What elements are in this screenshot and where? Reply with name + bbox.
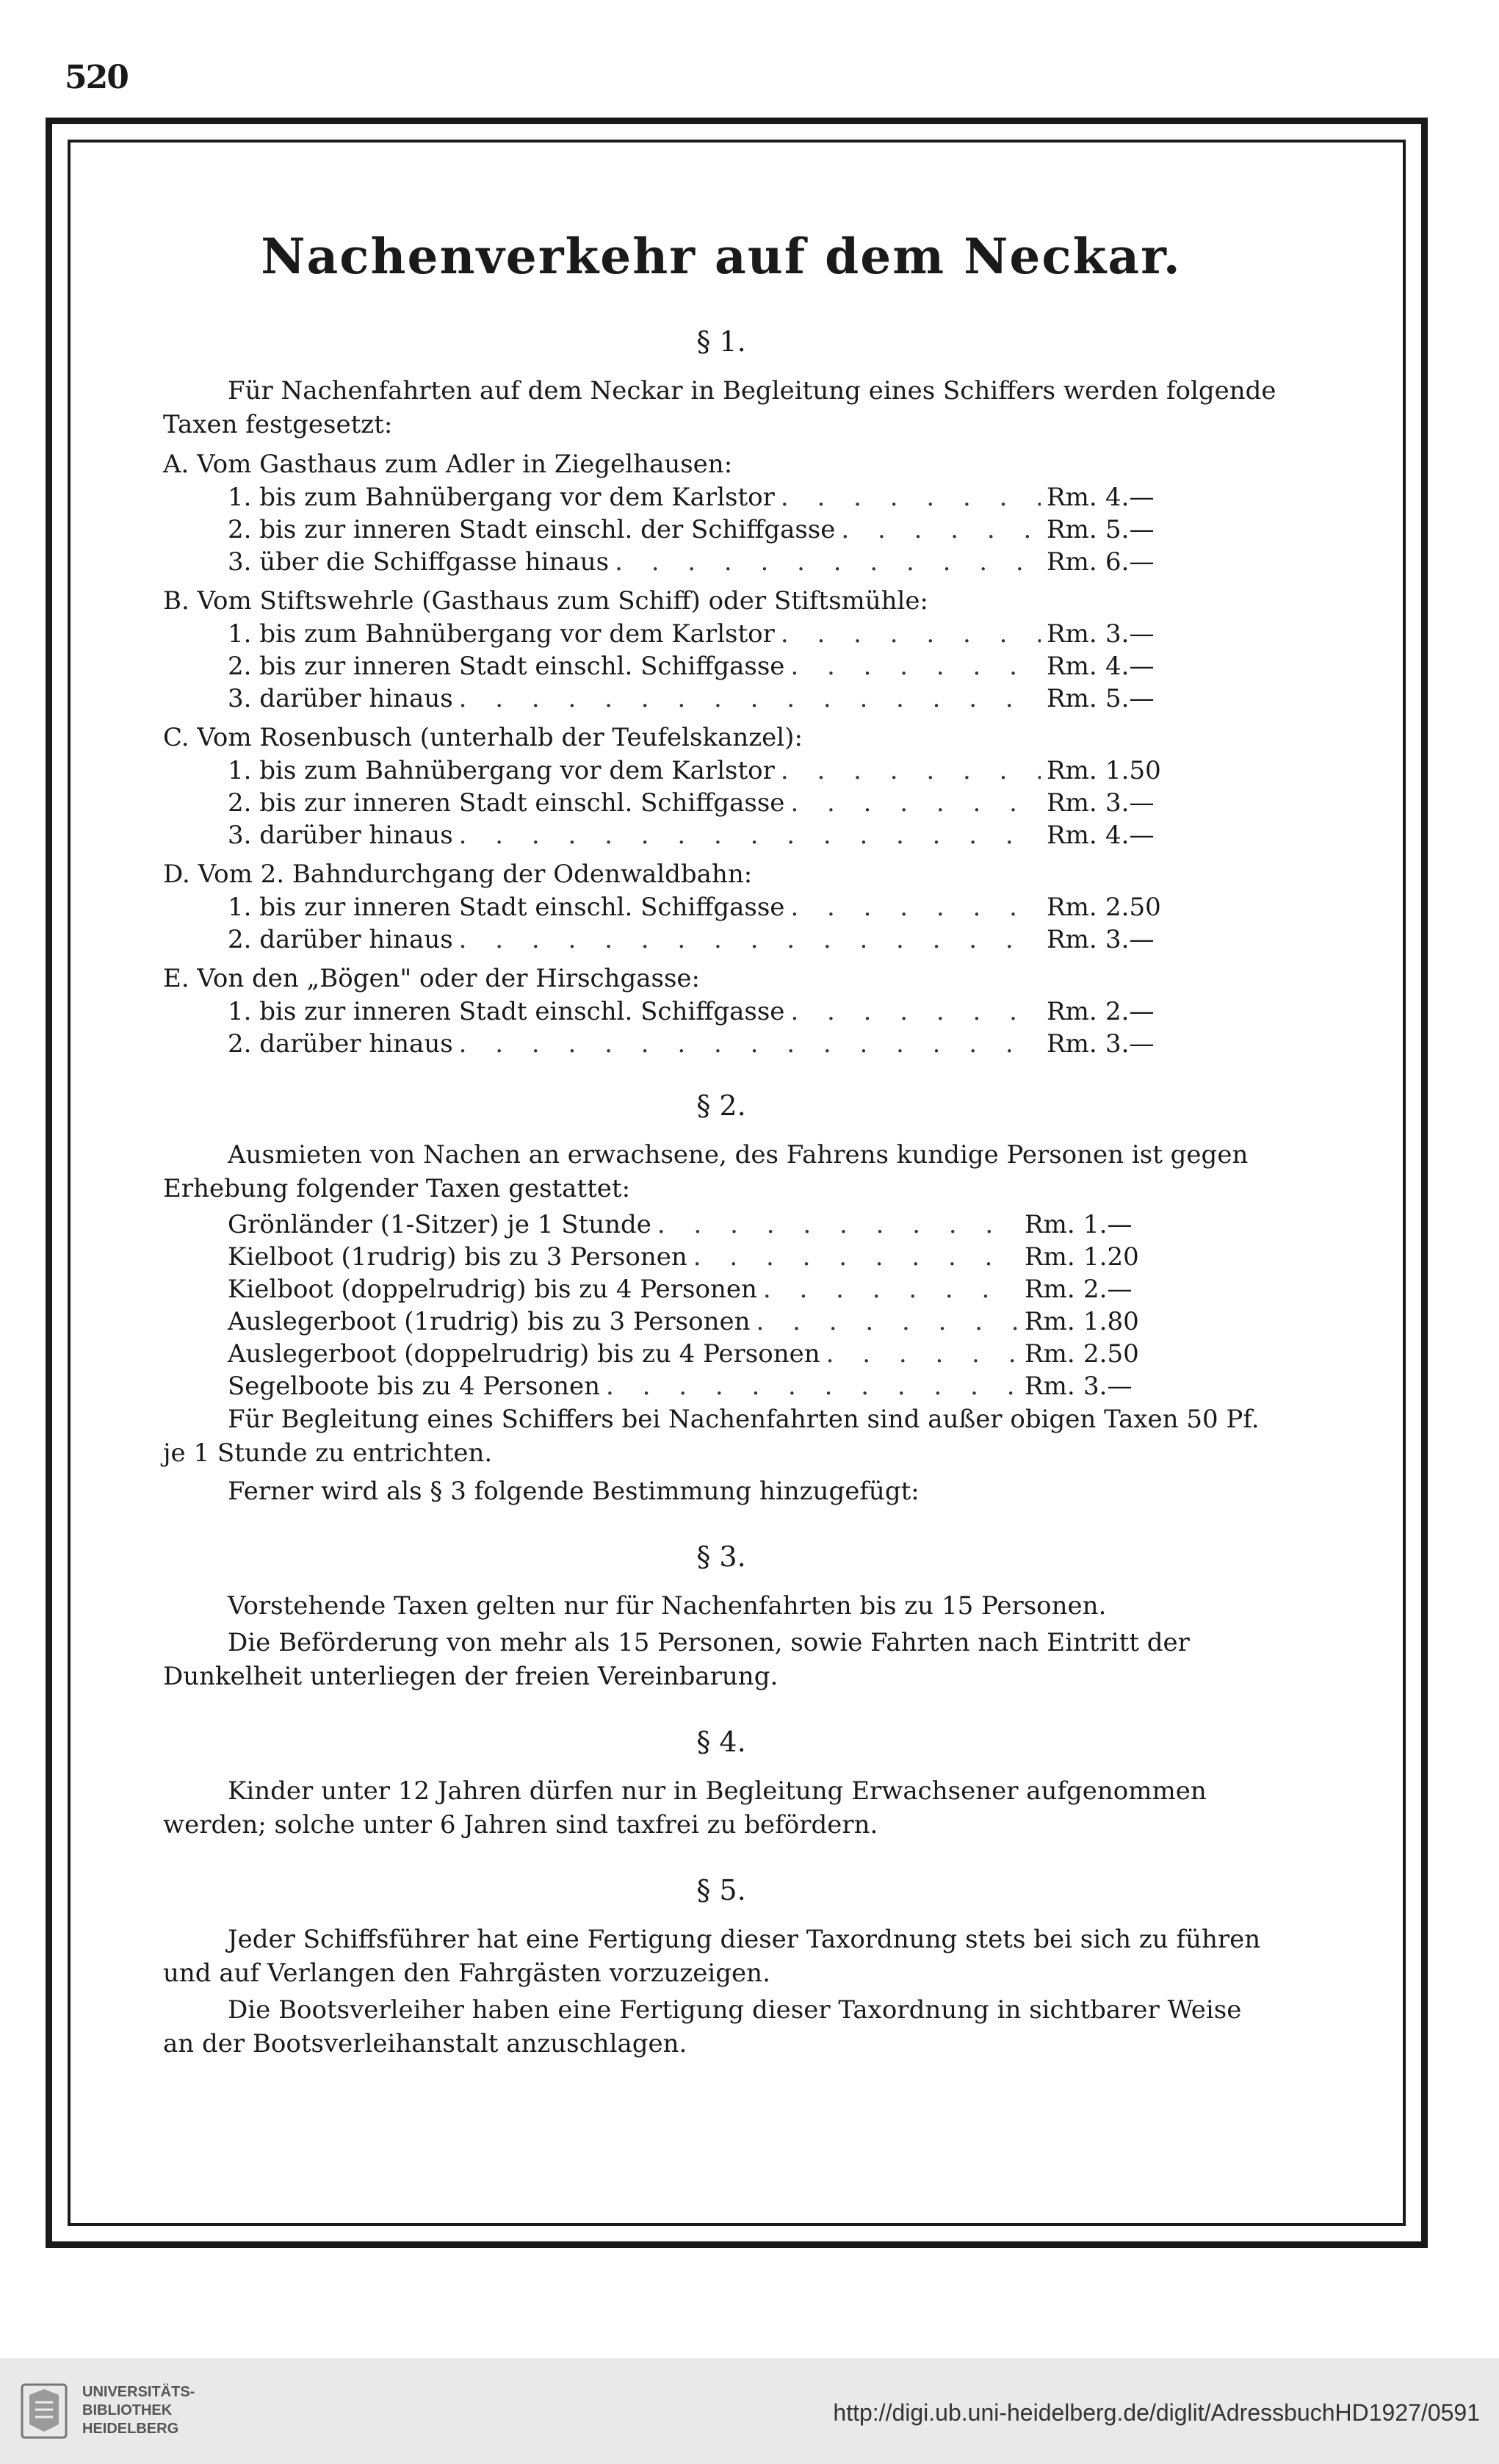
- tariff-row: [228, 1208, 1153, 1241]
- tariff-amount: 3.—: [1105, 619, 1155, 649]
- leader-dots: [826, 1338, 1019, 1370]
- tariff-row: [228, 1241, 1153, 1273]
- section-5: [163, 1874, 1279, 2061]
- leader-dots: [693, 1241, 1019, 1273]
- tariff-row: [228, 923, 1175, 956]
- tariff-row: [228, 546, 1175, 578]
- logo-line: UNIVERSITÄTS-: [82, 2384, 195, 2400]
- tariff-row: [228, 650, 1175, 682]
- tariff-label: Kielboot (doppelrudrig) bis zu 4 Personen: [228, 1275, 757, 1304]
- section-intro: Ausmieten von Nachen an erwachsene, des Fahrens kundige Personen ist gegen Erhebung folgender Taxen gestattet:: [163, 1140, 1249, 1203]
- tariff-row: [228, 618, 1175, 650]
- section-1: [163, 325, 1279, 1060]
- section-3: [163, 1541, 1279, 1693]
- tariff-groups: [163, 447, 1279, 1060]
- section-heading: § 4.: [696, 1726, 746, 1758]
- tariff-label: 2. bis zur inneren Stadt einschl. Schiffgasse: [228, 652, 785, 681]
- tariff-label: 2. darüber hinaus: [228, 925, 453, 954]
- currency: Rm.: [1047, 684, 1097, 713]
- tariff-group-title: D. Vom 2. Bahndurchgang der Odenwaldbahn:: [163, 860, 753, 889]
- currency: Rm.: [1047, 788, 1097, 818]
- currency: Rm.: [1047, 997, 1097, 1026]
- paragraph: Die Bootsverleiher haben eine Fertigung dieser Taxordnung in sichtbarer Weise an der Bootsverleihanstalt anzuschlagen.: [163, 1995, 1242, 2058]
- tariff-amount: 3.—: [1105, 788, 1155, 818]
- currency: Rm.: [1047, 925, 1097, 954]
- tariff-row: [228, 891, 1175, 923]
- leader-dots: [459, 923, 1041, 956]
- tariff-amount: 1.20: [1083, 1242, 1139, 1272]
- tariff-amount: 4.—: [1105, 652, 1155, 681]
- tariff-label: 2. bis zur inneren Stadt einschl. Schiffgasse: [228, 788, 785, 818]
- leader-dots: [790, 995, 1041, 1028]
- section-heading: § 5.: [696, 1874, 746, 1906]
- paragraph: Die Beförderung von mehr als 15 Personen, sowie Fahrten nach Eintritt der Dunkelheit unterliegen der freien Vereinbarung.: [163, 1628, 1190, 1691]
- tariff-label: 3. über die Schiffgasse hinaus: [228, 547, 610, 577]
- tariff-amount: 2.—: [1105, 997, 1155, 1026]
- section-heading: § 2.: [696, 1089, 746, 1122]
- tariff-label: Grönländer (1-Sitzer) je 1 Stunde: [228, 1210, 651, 1239]
- tariff-amount: 3.—: [1105, 925, 1155, 954]
- tariff-amount: 2.—: [1083, 1275, 1133, 1304]
- tariff-group-title: E. Von den „Bögen" oder der Hirschgasse:: [163, 964, 700, 993]
- leader-dots: [790, 891, 1041, 923]
- tariff-row: [228, 995, 1175, 1028]
- leader-dots: [763, 1273, 1019, 1305]
- tariff-amount: 1.80: [1083, 1307, 1139, 1336]
- currency: Rm.: [1047, 652, 1097, 681]
- tariff-label: 1. bis zur inneren Stadt einschl. Schiffgasse: [228, 997, 785, 1026]
- logo-line: HEIDELBERG: [82, 2421, 179, 2437]
- currency: Rm.: [1047, 483, 1097, 512]
- section-heading: § 1.: [696, 325, 746, 358]
- library-logo-text: [82, 2383, 195, 2438]
- logo-line: BIBLIOTHEK: [82, 2402, 173, 2418]
- currency: Rm.: [1047, 1029, 1097, 1059]
- tariff-label: 1. bis zum Bahnübergang vor dem Karlstor: [228, 619, 775, 649]
- tariff-label: 1. bis zum Bahnübergang vor dem Karlstor: [228, 483, 775, 512]
- tariff-amount: 3.—: [1083, 1372, 1133, 1401]
- leader-dots: [781, 618, 1041, 650]
- currency: Rm.: [1025, 1372, 1075, 1401]
- tariff-label: Auslegerboot (1rudrig) bis zu 3 Personen: [228, 1307, 751, 1336]
- tariff-label: Auslegerboot (doppelrudrig) bis zu 4 Personen: [228, 1339, 820, 1369]
- currency: Rm.: [1025, 1275, 1075, 1304]
- paragraph: Ferner wird als § 3 folgende Bestimmung hinzugefügt:: [228, 1477, 920, 1506]
- currency: Rm.: [1047, 893, 1097, 922]
- paragraph: Kinder unter 12 Jahren dürfen nur in Begleitung Erwachsener aufgenommen werden; solche unter 6 Jahren sind taxfrei zu befördern.: [163, 1776, 1207, 1840]
- tariff-amount: 2.50: [1105, 893, 1161, 922]
- currency: Rm.: [1047, 756, 1097, 785]
- tariff-label: 2. darüber hinaus: [228, 1029, 453, 1059]
- tariff-label: 1. bis zur inneren Stadt einschl. Schiffgasse: [228, 893, 785, 922]
- section-4: [163, 1726, 1279, 1842]
- paragraph: Jeder Schiffsführer hat eine Fertigung dieser Taxordnung stets bei sich zu führen und auf Verlangen den Fahrgästen vorzuzeigen.: [163, 1925, 1261, 1988]
- tariff-row: [228, 1338, 1153, 1370]
- tariff-row: [228, 481, 1175, 514]
- currency: Rm.: [1025, 1210, 1075, 1239]
- leader-dots: [790, 787, 1041, 819]
- leader-dots: [459, 1028, 1041, 1060]
- tariff-label: 3. darüber hinaus: [228, 684, 453, 713]
- leader-dots: [615, 546, 1041, 578]
- tariff-amount: 6.—: [1105, 547, 1155, 577]
- currency: Rm.: [1047, 821, 1097, 850]
- tariff-row: [228, 787, 1175, 819]
- tariff-amount: 2.50: [1083, 1339, 1139, 1369]
- tariff-row: [228, 754, 1175, 787]
- leader-dots: [459, 819, 1041, 851]
- rental-tariff-list: [163, 1208, 1279, 1402]
- paragraph: Vorstehende Taxen gelten nur für Nachenfahrten bis zu 15 Personen.: [228, 1591, 1107, 1621]
- tariff-row: [228, 1028, 1175, 1060]
- tariff-amount: 3.—: [1105, 1029, 1155, 1059]
- tariff-amount: 4.—: [1105, 483, 1155, 512]
- currency: Rm.: [1047, 547, 1097, 577]
- tariff-row: [228, 1273, 1153, 1305]
- leader-dots: [781, 481, 1041, 514]
- document-body: [163, 213, 1279, 2064]
- page-number: 520: [65, 59, 128, 96]
- currency: Rm.: [1025, 1242, 1075, 1272]
- paragraph: Für Begleitung eines Schiffers bei Nachenfahrten sind außer obigen Taxen 50 Pf. je 1 Stunde zu entrichten.: [163, 1405, 1260, 1468]
- leader-dots: [657, 1208, 1019, 1241]
- library-logo-icon: [18, 2377, 71, 2445]
- tariff-label: 1. bis zum Bahnübergang vor dem Karlstor: [228, 756, 775, 785]
- tariff-amount: 1.50: [1105, 756, 1161, 785]
- tariff-label: 2. bis zur inneren Stadt einschl. der Schiffgasse: [228, 515, 836, 544]
- tariff-row: [228, 1305, 1153, 1338]
- tariff-group-title: A. Vom Gasthaus zum Adler in Ziegelhausen:: [163, 450, 733, 479]
- tariff-group-title: C. Vom Rosenbusch (unterhalb der Teufelskanzel):: [163, 723, 803, 752]
- section-2: [163, 1089, 1279, 1508]
- tariff-row: [228, 1370, 1153, 1402]
- section-heading: § 3.: [696, 1541, 746, 1573]
- currency: Rm.: [1047, 515, 1097, 544]
- tariff-row: [228, 682, 1175, 715]
- leader-dots: [781, 754, 1041, 787]
- tariff-row: [228, 819, 1175, 851]
- source-url-link[interactable]: http://digi.ub.uni-heidelberg.de/diglit/AdressbuchHD1927/0591: [833, 2399, 1480, 2426]
- leader-dots: [459, 682, 1041, 715]
- tariff-label: Kielboot (1rudrig) bis zu 3 Personen: [228, 1242, 687, 1272]
- leader-dots: [756, 1305, 1019, 1338]
- leader-dots: [606, 1370, 1019, 1402]
- tariff-row: [228, 514, 1175, 546]
- tariff-label: 3. darüber hinaus: [228, 821, 453, 850]
- currency: Rm.: [1025, 1339, 1075, 1369]
- page-title: Nachenverkehr auf dem Neckar.: [261, 228, 1182, 285]
- currency: Rm.: [1025, 1307, 1075, 1336]
- leader-dots: [790, 650, 1041, 682]
- tariff-amount: 4.—: [1105, 821, 1155, 850]
- tariff-group-title: B. Vom Stiftswehrle (Gasthaus zum Schiff) oder Stiftsmühle:: [163, 586, 928, 616]
- tariff-amount: 5.—: [1105, 515, 1155, 544]
- currency: Rm.: [1047, 619, 1097, 649]
- leader-dots: [841, 514, 1041, 546]
- tariff-amount: 5.—: [1105, 684, 1155, 713]
- tariff-amount: 1.—: [1083, 1210, 1133, 1239]
- section-intro: Für Nachenfahrten auf dem Neckar in Begleitung eines Schiffers werden folgende Taxen festgesetzt:: [163, 376, 1276, 439]
- tariff-label: Segelboote bis zu 4 Personen: [228, 1372, 600, 1401]
